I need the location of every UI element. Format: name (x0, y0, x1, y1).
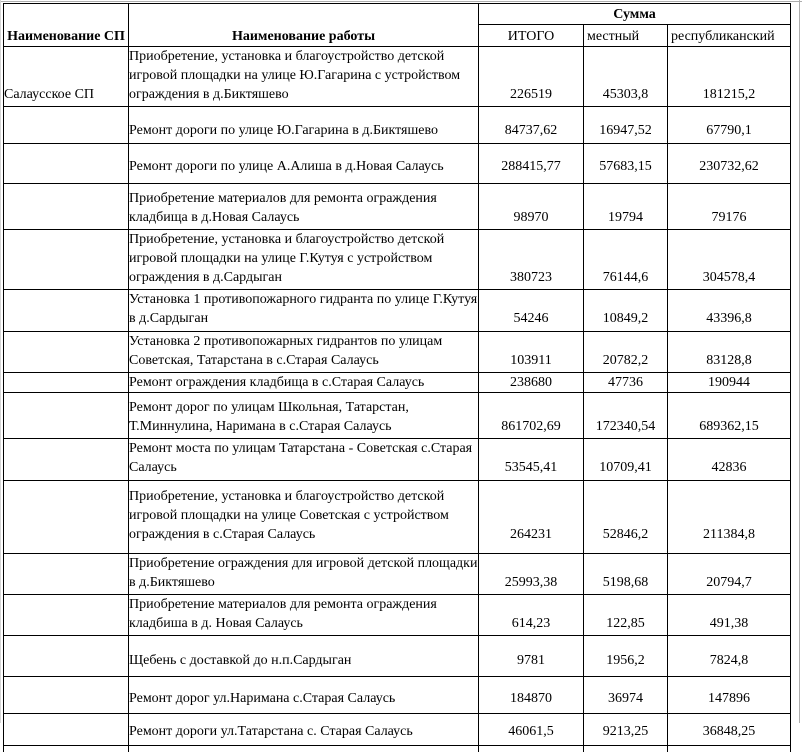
cell-work: Ремонт дороги ул.Татарстана с. Старая Салаусь (129, 714, 479, 746)
cell-local: 52846,2 (584, 481, 668, 554)
col-header-sp: Наименование СП (4, 4, 129, 47)
cell-republican: 230732,62 (668, 144, 791, 184)
cell-total: 380723 (479, 230, 584, 290)
cell-sp (4, 107, 129, 144)
table-row (4, 481, 791, 554)
table-row (4, 47, 791, 107)
cell-republican: 43396,8 (668, 290, 791, 332)
cell-local: 172340,54 (584, 393, 668, 439)
gridline-top (0, 1, 802, 2)
cell-republican: 491,38 (668, 595, 791, 636)
col-header-republican: республиканский (668, 25, 791, 47)
cell-work: Приобретение, установка и благоустройство детской игровой площадки на улице Ю.Гагарина с устройством ограждения в д.Биктяшево (129, 47, 479, 107)
cell-total: 861702,69 (479, 393, 584, 439)
col-header-work: Наименование работы (129, 4, 479, 47)
cell-sp (4, 595, 129, 636)
table-row (4, 636, 791, 677)
cell-local: 5198,68 (584, 554, 668, 595)
cell-republican: 211384,8 (668, 481, 791, 554)
cell-sp (4, 439, 129, 481)
table-row-cutoff (4, 746, 791, 752)
cell-sp (4, 714, 129, 746)
cell-empty (129, 746, 479, 752)
cell-work: Ремонт моста по улицам Татарстана - Советская с.Старая Салаусь (129, 439, 479, 481)
cell-local: 19794 (584, 184, 668, 230)
table-row (4, 677, 791, 714)
cell-local: 10849,2 (584, 290, 668, 332)
cell-sp (4, 230, 129, 290)
cell-republican: 67790,1 (668, 107, 791, 144)
table-row (4, 184, 791, 230)
cell-republican: 304578,4 (668, 230, 791, 290)
cell-republican: 181215,2 (668, 47, 791, 107)
cell-local: 9213,25 (584, 714, 668, 746)
cell-work: Установка 2 противопожарных гидрантов по улицам Советская, Татарстана в с.Старая Салаусь (129, 332, 479, 373)
cell-sp (4, 373, 129, 393)
table-row (4, 332, 791, 373)
table-body (4, 47, 791, 752)
cell-republican: 83128,8 (668, 332, 791, 373)
cell-work: Приобретение материалов для ремонта ограждения кладбиша в д. Новая Салаусь (129, 595, 479, 636)
table-row (4, 393, 791, 439)
cell-work: Приобретение, установка и благоустройство детской игровой площадки на улице Г.Кутуя с устройством ограждения в д.Сардыган (129, 230, 479, 290)
gridline-left (0, 0, 1, 723)
cell-local: 122,85 (584, 595, 668, 636)
table-row (4, 595, 791, 636)
cell-local: 16947,52 (584, 107, 668, 144)
cell-republican: 147896 (668, 677, 791, 714)
cell-republican: 20794,7 (668, 554, 791, 595)
cell-work: Ремонт ограждения кладбища в с.Старая Салаусь (129, 373, 479, 393)
cell-total: 53545,41 (479, 439, 584, 481)
table-row (4, 230, 791, 290)
cell-sp (4, 554, 129, 595)
table-row (4, 373, 791, 393)
cell-sp (4, 677, 129, 714)
cell-total: 54246 (479, 290, 584, 332)
cell-republican: 79176 (668, 184, 791, 230)
cell-total: 98970 (479, 184, 584, 230)
cell-sp (4, 184, 129, 230)
cell-republican: 689362,15 (668, 393, 791, 439)
table-row (4, 439, 791, 481)
cell-total: 614,23 (479, 595, 584, 636)
cell-total: 25993,38 (479, 554, 584, 595)
cell-sp (4, 144, 129, 184)
table-row (4, 290, 791, 332)
cell-total: 103911 (479, 332, 584, 373)
cell-republican: 36848,25 (668, 714, 791, 746)
cell-sp: Салаусское СП (4, 47, 129, 107)
cell-work: Приобретение ограждения для игровой детской площадки в д.Биктяшево (129, 554, 479, 595)
header-row-1 (4, 4, 791, 25)
cell-total: 238680 (479, 373, 584, 393)
cell-sp (4, 290, 129, 332)
cell-local: 20782,2 (584, 332, 668, 373)
cell-empty (584, 746, 668, 752)
cell-sp (4, 636, 129, 677)
cell-republican: 190944 (668, 373, 791, 393)
cell-total: 184870 (479, 677, 584, 714)
cell-sp (4, 481, 129, 554)
table-row (4, 144, 791, 184)
cell-total: 46061,5 (479, 714, 584, 746)
cell-total: 84737,62 (479, 107, 584, 144)
cell-work: Щебень с доставкой до н.п.Сардыган (129, 636, 479, 677)
cell-local: 1956,2 (584, 636, 668, 677)
cell-local: 10709,41 (584, 439, 668, 481)
cell-local: 47736 (584, 373, 668, 393)
cell-local: 45303,8 (584, 47, 668, 107)
cell-total: 9781 (479, 636, 584, 677)
cell-local: 76144,6 (584, 230, 668, 290)
col-header-local: местный (584, 25, 668, 47)
table-row (4, 107, 791, 144)
cell-empty (668, 746, 791, 752)
col-header-total: ИТОГО (479, 25, 584, 47)
cell-sp (4, 393, 129, 439)
cell-total: 264231 (479, 481, 584, 554)
cell-republican: 42836 (668, 439, 791, 481)
cell-work: Ремонт дорог по улицам Школьная, Татарстан, Т.Миннулина, Наримана в с.Старая Салаусь (129, 393, 479, 439)
cell-local: 36974 (584, 677, 668, 714)
cell-work: Ремонт дороги по улице Ю.Гагарина в д.Биктяшево (129, 107, 479, 144)
cell-total: 288415,77 (479, 144, 584, 184)
cell-local: 57683,15 (584, 144, 668, 184)
cell-work: Приобретение материалов для ремонта ограждения кладбища в д.Новая Салаусь (129, 184, 479, 230)
cell-work: Установка 1 противопожарного гидранта по улице Г.Кутуя в д.Сардыган (129, 290, 479, 332)
cell-republican: 7824,8 (668, 636, 791, 677)
cell-work: Приобретение, установка и благоустройство детской игровой площадки на улице Советская с устройством ограждения в с.Старая Салаусь (129, 481, 479, 554)
table-row (4, 714, 791, 746)
col-header-sum: Сумма (479, 4, 791, 25)
cell-empty (479, 746, 584, 752)
works-funding-table (3, 3, 791, 752)
cell-work: Ремонт дорог ул.Наримана с.Старая Салаусь (129, 677, 479, 714)
cell-work: Ремонт дороги по улице А.Алиша в д.Новая Салаусь (129, 144, 479, 184)
table-row (4, 554, 791, 595)
gridline-right (799, 0, 800, 723)
cell-empty (4, 746, 129, 752)
cell-sp (4, 332, 129, 373)
cell-total: 226519 (479, 47, 584, 107)
